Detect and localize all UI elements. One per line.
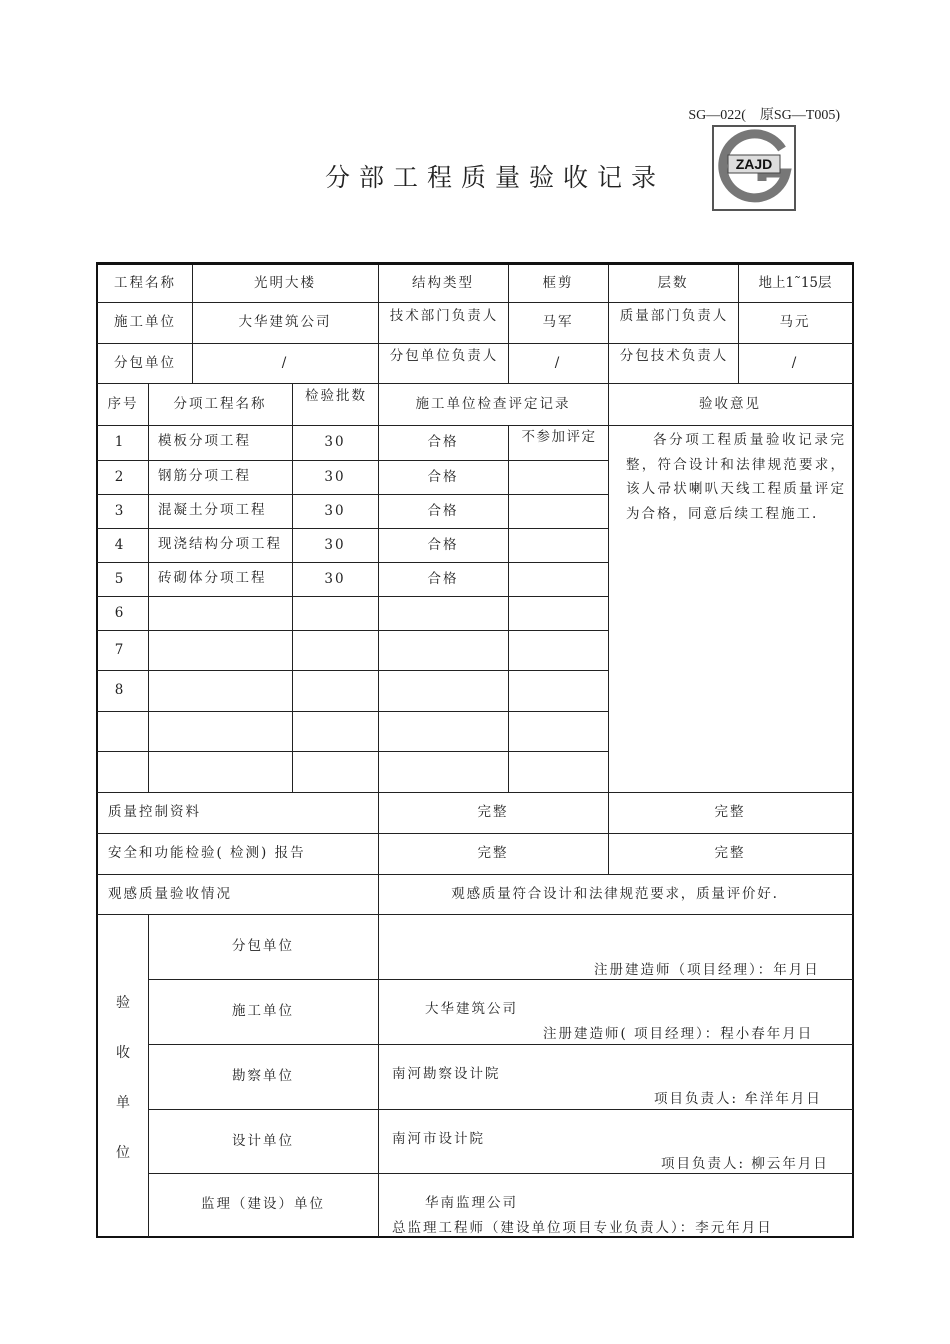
safety-check: 完整: [477, 845, 509, 862]
safety-opinion: 完整: [714, 845, 746, 862]
row-number: [98, 751, 142, 792]
row-batch-count: [292, 751, 378, 792]
safety-label: 安全和功能检验( 检测) 报告: [108, 845, 306, 862]
tech-head-label: 技术部门负责人: [389, 308, 499, 324]
svg-text:ZAJD: ZAJD: [735, 156, 773, 172]
row-check-result: [378, 711, 508, 751]
row-batch-count: 30: [324, 536, 346, 553]
acceptance-side-label-3: 单: [116, 1095, 130, 1111]
unit-name-survey: 南河勘察设计院: [392, 1066, 501, 1082]
unit-name-design: 南河市设计院: [392, 1131, 485, 1147]
structure-value: 框剪: [542, 275, 574, 292]
row-check-result: [378, 751, 508, 792]
unit-signer-supervision: 总监理工程师（建设单位项目专业负责人）：李元年月日: [392, 1220, 773, 1236]
builder-label: 施工单位: [114, 314, 176, 331]
row-number: 6: [114, 604, 126, 621]
row-extra-note: [512, 630, 606, 670]
row-extra-note: [512, 711, 606, 751]
sub-unit-value: /: [281, 354, 289, 371]
row-extra-note: [512, 528, 606, 562]
col-no: 序号: [107, 395, 139, 412]
row-extra-note: [512, 670, 606, 711]
grid-line: [378, 914, 379, 1237]
sub-head-value: /: [554, 354, 562, 371]
builder-value: 大华建筑公司: [238, 314, 332, 331]
document-code: SG—022( 原SG—T005): [688, 108, 840, 123]
row-number: 7: [114, 641, 126, 658]
row-item-name: 钢筋分项工程: [158, 468, 251, 484]
row-extra-note: 不参加评定: [521, 429, 597, 445]
floors-label: 层数: [657, 275, 689, 292]
unit-label-sub: 分包单位: [232, 938, 294, 955]
unit-name-builder: 大华建筑公司: [425, 1001, 518, 1017]
quality-docs-check: 完整: [477, 804, 509, 821]
row-check-result: [378, 630, 508, 670]
sub-tech-value: /: [791, 354, 799, 371]
row-check-result: 合格: [427, 536, 459, 553]
row-batch-count: 30: [324, 434, 346, 451]
row-number: 2: [114, 468, 126, 485]
col-batches: 检验批数: [305, 388, 367, 404]
row-check-result: 合格: [427, 434, 459, 451]
sub-head-label: 分包单位负责人: [389, 348, 499, 364]
row-check-result: 合格: [427, 570, 459, 587]
row-item-name: [158, 596, 288, 630]
project-name-label: 工程名称: [114, 275, 176, 292]
row-item-name: [158, 670, 288, 711]
row-item-name: [158, 711, 288, 751]
unit-signer-survey: 项目负责人: 牟洋年月日: [654, 1091, 822, 1107]
zajd-logo: [712, 125, 796, 211]
unit-signer-builder: 注册建造师( 项目经理）：程小春年月日: [543, 1026, 814, 1042]
grid-line: [508, 425, 509, 792]
unit-signer-design: 项目负责人: 柳云年月日: [661, 1156, 829, 1172]
acceptance-side-label-1: 验: [116, 995, 130, 1011]
appearance-value: 观感质量符合设计和法律规范要求，质量评价好.: [451, 885, 779, 902]
unit-label-design: 设计单位: [232, 1132, 294, 1149]
row-extra-note: [512, 460, 606, 494]
sub-unit-label: 分包单位: [114, 354, 176, 371]
unit-signer-sub: 注册建造师（项目经理）：年月日: [594, 962, 820, 978]
row-batch-count: [292, 670, 378, 711]
quality-docs-label: 质量控制资料: [108, 804, 201, 821]
row-item-name: 现浇结构分项工程: [158, 536, 282, 552]
row-item-name: 模板分项工程: [158, 433, 251, 449]
row-check-result: 合格: [427, 502, 459, 519]
row-check-result: [378, 596, 508, 630]
row-item-name: [158, 751, 288, 792]
col-item: 分项工程名称: [173, 395, 267, 412]
row-batch-count: 30: [324, 502, 346, 519]
row-batch-count: [292, 596, 378, 630]
row-extra-note: [512, 562, 606, 596]
row-number: 5: [114, 570, 126, 587]
row-number: 8: [114, 682, 126, 699]
acceptance-side-label-2: 收: [116, 1045, 130, 1061]
quality-head-value: 马元: [779, 314, 811, 331]
floors-value: 地上1˜15层: [758, 275, 832, 292]
row-extra-note: [512, 751, 606, 792]
acceptance-side-label-4: 位: [116, 1145, 130, 1161]
quality-head-label: 质量部门负责人: [619, 308, 729, 324]
row-number: 3: [114, 502, 126, 519]
row-batch-count: 30: [324, 468, 346, 485]
page-title: 分部工程质量验收记录: [325, 163, 666, 192]
grid-line: [608, 383, 609, 792]
tech-head-value: 马军: [542, 314, 574, 331]
appearance-label: 观感质量验收情况: [108, 885, 232, 902]
row-batch-count: [292, 711, 378, 751]
row-batch-count: 30: [324, 570, 346, 587]
row-number: [98, 711, 142, 751]
structure-label: 结构类型: [412, 275, 474, 292]
project-name: 光明大楼: [254, 275, 316, 292]
row-number: 4: [114, 536, 126, 553]
row-check-result: [378, 670, 508, 711]
unit-name-supervision: 华南监理公司: [425, 1195, 518, 1211]
row-extra-note: [512, 494, 606, 528]
col-check: 施工单位检查评定记录: [415, 395, 571, 412]
grid-line: [148, 383, 149, 792]
row-number: 1: [114, 434, 126, 451]
quality-docs-opinion: 完整: [714, 804, 746, 821]
acceptance-opinion: 各分项工程质量验收记录完整，符合设计和法律规范要求，该人帚状喇叭天线工程质量评定为合格，同意后续工程施工.: [626, 432, 846, 522]
row-item-name: [158, 630, 288, 670]
row-check-result: 合格: [427, 468, 459, 485]
unit-label-survey: 勘察单位: [232, 1068, 294, 1085]
unit-label-builder: 施工单位: [232, 1003, 294, 1020]
row-item-name: 砖砌体分项工程: [158, 570, 267, 586]
row-extra-note: [512, 596, 606, 630]
unit-label-supervision: 监理（建设）单位: [201, 1196, 325, 1213]
row-batch-count: [292, 630, 378, 670]
col-opinion: 验收意见: [699, 395, 761, 412]
sub-tech-label: 分包技术负责人: [619, 348, 729, 364]
row-item-name: 混凝土分项工程: [158, 502, 267, 518]
